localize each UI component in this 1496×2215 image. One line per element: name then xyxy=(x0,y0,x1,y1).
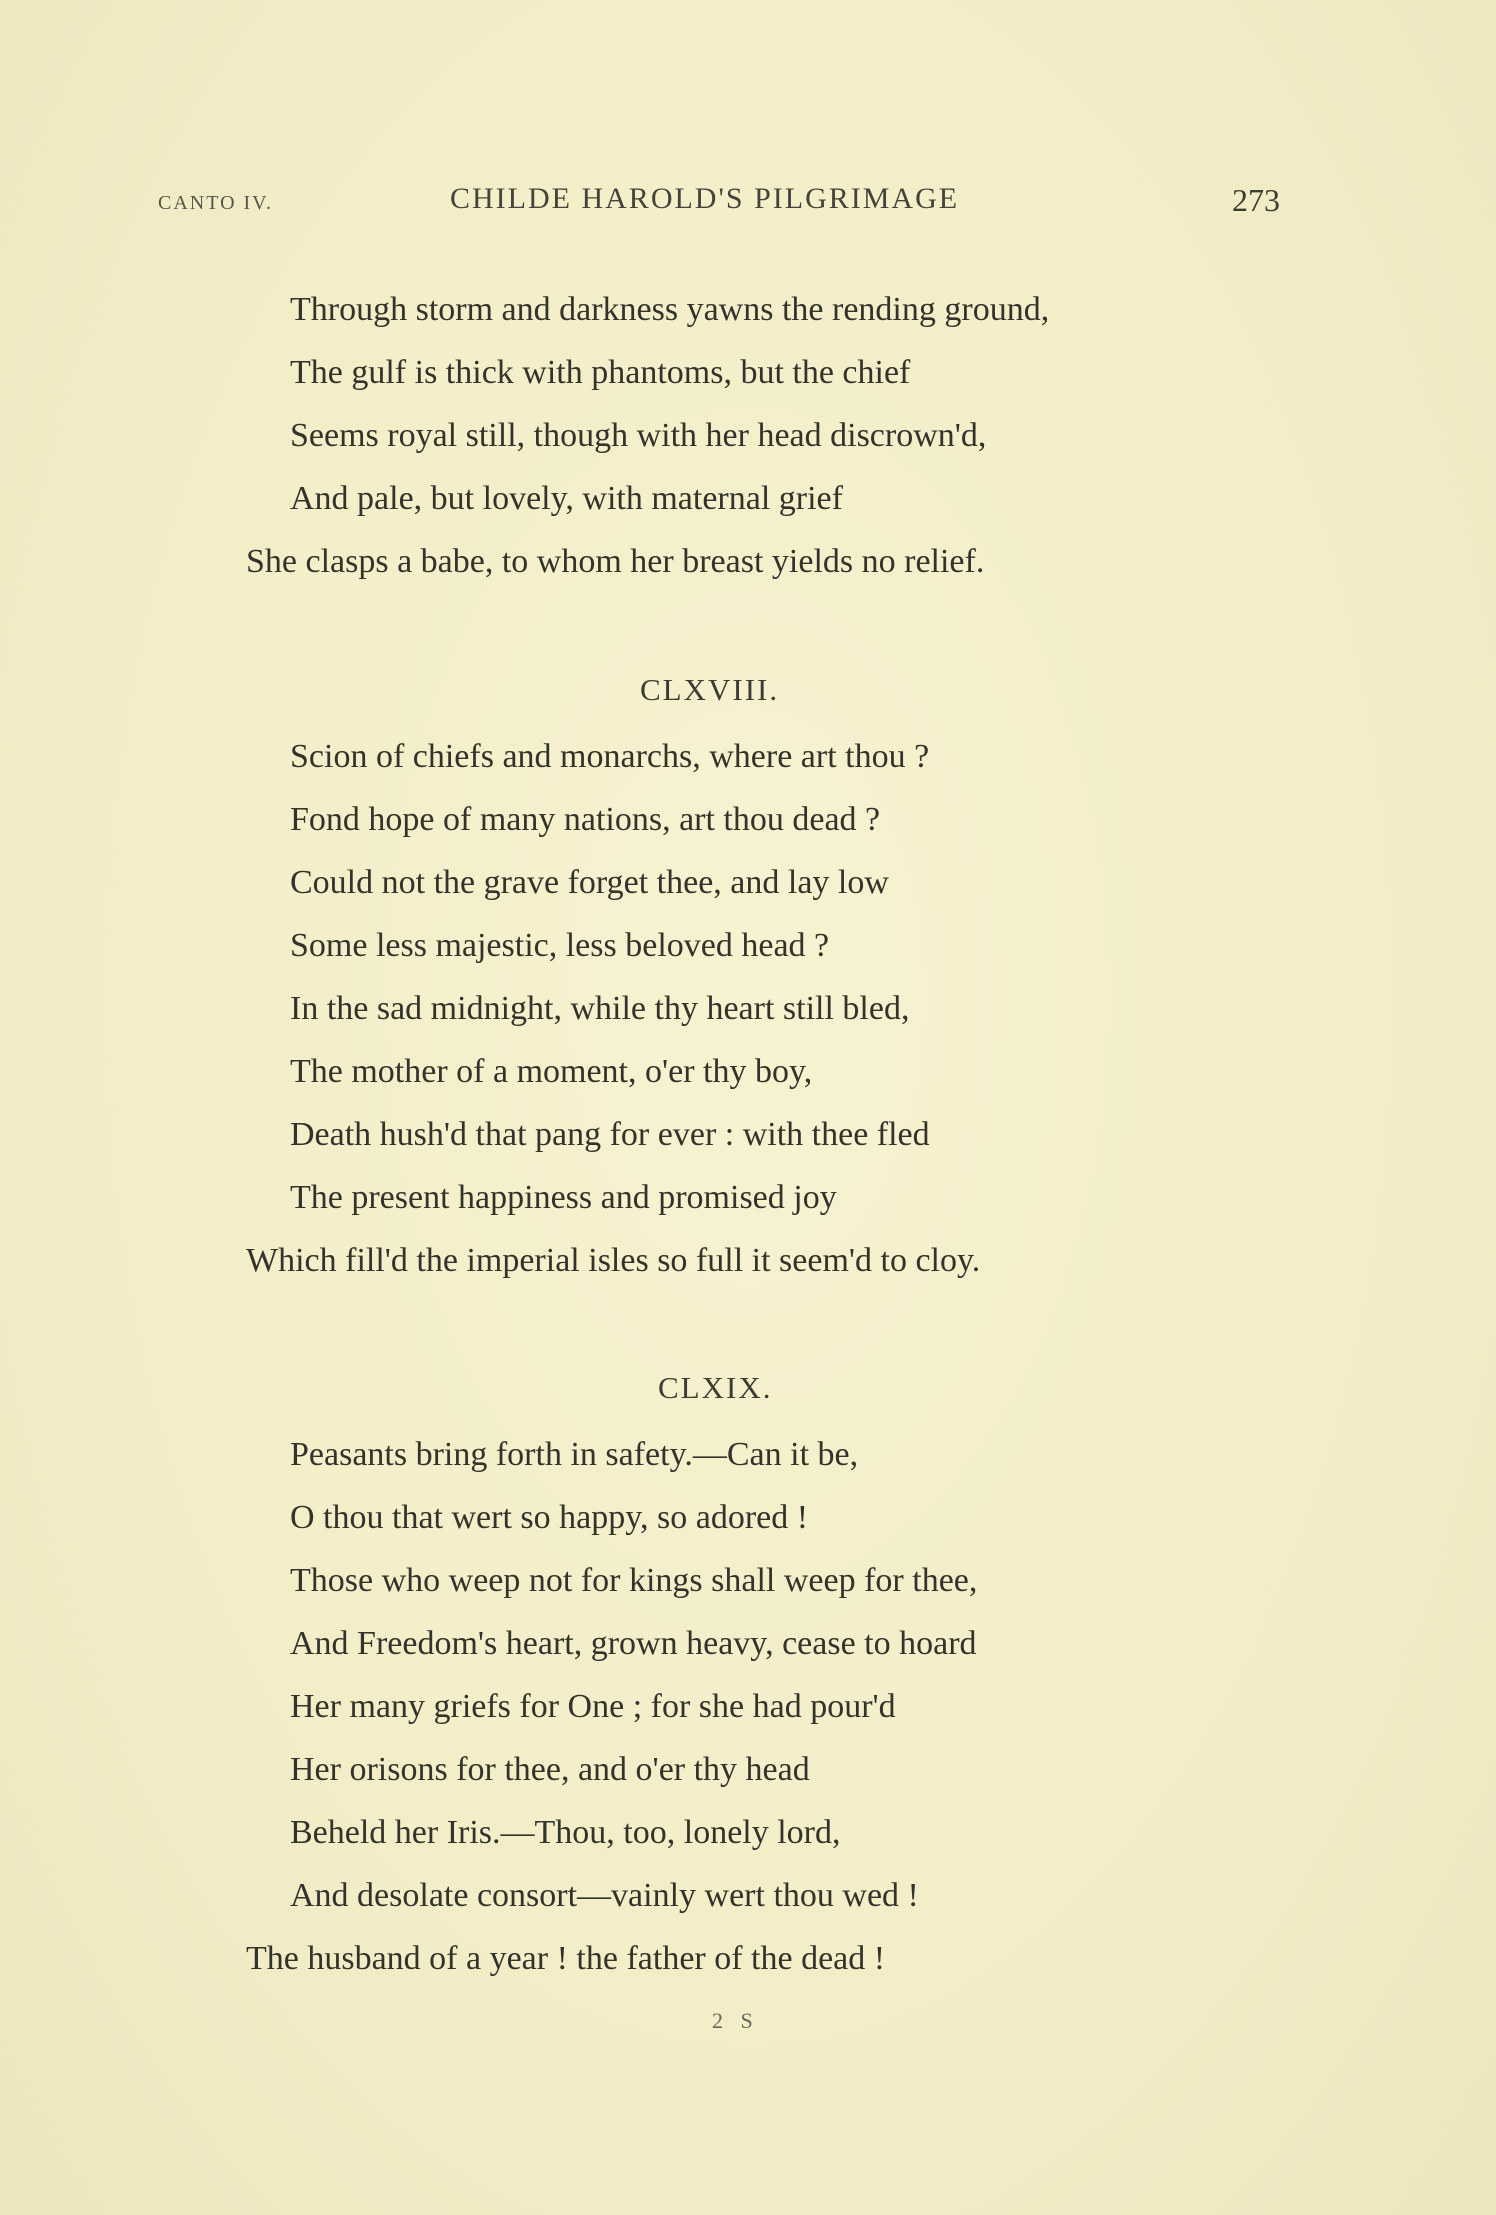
verse-line: Those who weep not for kings shall weep for thee, xyxy=(290,1562,978,1599)
verse-line: Which fill'd the imperial isles so full it seem'd to cloy. xyxy=(246,1242,981,1279)
verse-line: Death hush'd that pang for ever : with thee fled xyxy=(290,1116,930,1153)
verse-line: The gulf is thick with phantoms, but the chief xyxy=(290,354,911,391)
verse-line: Scion of chiefs and monarchs, where art thou ? xyxy=(290,738,930,775)
stanza-number: CLXVIII. xyxy=(640,672,780,707)
verse-line: Fond hope of many nations, art thou dead ? xyxy=(290,801,881,838)
canto-label: CANTO IV. xyxy=(158,192,274,214)
verse-line: She clasps a babe, to whom her breast yields no relief. xyxy=(246,543,985,580)
verse-line: And pale, but lovely, with maternal grief xyxy=(290,480,843,517)
stanza-number: CLXIX. xyxy=(658,1370,773,1405)
verse-line: In the sad midnight, while thy heart still bled, xyxy=(290,990,910,1027)
verse-line: Her many griefs for One ; for she had pour'd xyxy=(290,1688,896,1725)
verse-line: And Freedom's heart, grown heavy, cease to hoard xyxy=(290,1625,977,1662)
verse-line: Seems royal still, though with her head discrown'd, xyxy=(290,417,987,454)
verse-line: Her orisons for thee, and o'er thy head xyxy=(290,1751,810,1788)
verse-line: And desolate consort—vainly wert thou wed ! xyxy=(290,1877,919,1914)
verse-line: Beheld her Iris.—Thou, too, lonely lord, xyxy=(290,1814,841,1851)
verse-line: Could not the grave forget thee, and lay low xyxy=(290,864,889,901)
verse-line: The husband of a year ! the father of the dead ! xyxy=(246,1940,886,1977)
verse-line: The present happiness and promised joy xyxy=(290,1179,837,1216)
verse-line: Peasants bring forth in safety.—Can it be, xyxy=(290,1436,859,1473)
verse-line: O thou that wert so happy, so adored ! xyxy=(290,1499,809,1536)
running-header xyxy=(0,182,1496,230)
verse-line: Some less majestic, less beloved head ? xyxy=(290,927,830,964)
signature-mark: 2 S xyxy=(712,2008,759,2033)
verse-line: Through storm and darkness yawns the rending ground, xyxy=(290,291,1050,328)
running-title: CHILDE HAROLD'S PILGRIMAGE xyxy=(450,182,960,215)
page-number: 273 xyxy=(1232,182,1280,218)
verse-line: The mother of a moment, o'er thy boy, xyxy=(290,1053,813,1090)
